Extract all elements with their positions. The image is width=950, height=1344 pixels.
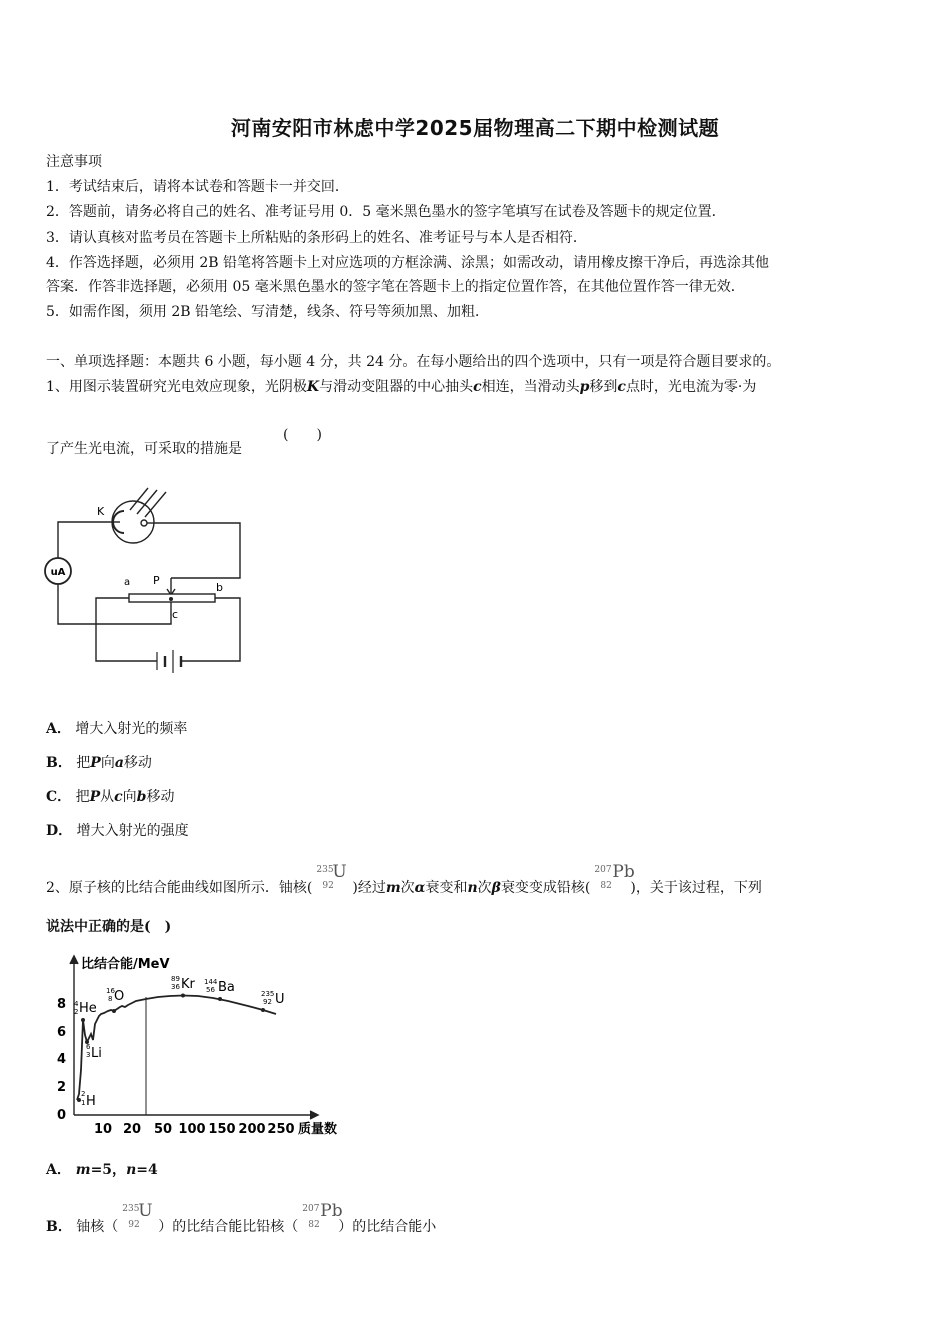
option-text: 移动 [146, 789, 175, 805]
q2-text-a: 2、原子核的比结合能曲线如图所示．铀核( [46, 880, 313, 896]
element-symbol: U [332, 862, 347, 882]
y-tick: 2 [56, 1080, 66, 1095]
q1-option-a[interactable] [46, 719, 187, 739]
photoelectric-circuit-diagram [40, 478, 255, 683]
option-var: c [114, 789, 123, 805]
x-tick: 50 [153, 1122, 173, 1137]
option-letter: A． [46, 721, 71, 737]
mass-number: 235 [261, 990, 275, 998]
option-text: 把 [75, 789, 90, 805]
point-he [81, 1018, 85, 1022]
label-u [261, 990, 285, 1007]
x-tick: 150 [208, 1122, 236, 1137]
option-letter: B． [46, 755, 72, 771]
x-axis-arrow [310, 1111, 318, 1119]
anode [141, 520, 147, 526]
q1-option-c[interactable] [46, 787, 174, 807]
option-text: 把 [76, 755, 91, 771]
element-symbol: Pb [612, 862, 635, 882]
x-tick: 250 [267, 1122, 295, 1137]
mass-number: 2 [81, 1090, 86, 1098]
option-text: 增大入射光的频率 [75, 721, 188, 737]
label-c: c [172, 608, 179, 621]
atomic-number: 1 [81, 1099, 86, 1107]
atomic-number: 56 [206, 986, 215, 994]
q2-var-m: m [385, 880, 401, 896]
element-symbol: He [79, 1001, 97, 1016]
option-var: m [75, 1162, 91, 1178]
q1-text-c: 相连，当滑动头 [481, 379, 580, 395]
mass-number: 235 [122, 1204, 140, 1214]
atomic-number: 82 [600, 881, 612, 891]
point-ba [218, 997, 222, 1001]
option-text: 增大入射光的强度 [76, 823, 189, 839]
option-letter: D． [46, 823, 73, 839]
notice-item-4-cont: 答案．作答非选择题，必须用 05 毫米黑色墨水的签字笔在答题卡上的指定位置作答，在其他位置作答一律无效． [46, 279, 745, 295]
option-var: b [136, 789, 147, 805]
option-text: =5， [90, 1162, 127, 1178]
atomic-number: 92 [263, 998, 272, 1006]
option-var: n [126, 1162, 137, 1178]
option-letter: B． [46, 1219, 72, 1235]
label-ba [204, 978, 235, 995]
point-u [261, 1008, 265, 1012]
element-symbol: U [138, 1201, 153, 1221]
y-axis-arrow [70, 956, 78, 964]
notice-item-4: 4．作答选择题，必须用 2B 铅笔将答题卡上对应选项的方框涂满、涂黑；如需改动，请用橡皮擦干净后，再选涂其他 [46, 255, 769, 271]
atomic-number: 2 [74, 1008, 79, 1016]
x-tick: 100 [178, 1122, 206, 1137]
element-symbol: Ba [218, 980, 235, 995]
uranium-nuclide [312, 862, 352, 898]
q1-var-p: p [579, 379, 590, 395]
chart-xlabel: 质量数 [298, 1122, 338, 1137]
atomic-number: 92 [322, 881, 334, 891]
label-o [106, 987, 124, 1004]
q2-text-e: 次 [477, 880, 492, 896]
x-tick: 200 [238, 1122, 266, 1137]
atomic-number: 92 [128, 1220, 140, 1230]
q2-option-a[interactable] [46, 1160, 158, 1180]
element-symbol: Kr [181, 977, 195, 992]
q2-var-n: n [467, 880, 478, 896]
label-a: a [124, 577, 131, 588]
q1-text-d: 移到 [589, 379, 618, 395]
uranium-nuclide [118, 1201, 158, 1237]
light-ray [145, 492, 166, 517]
q2-stem-line1 [46, 862, 762, 898]
y-tick: 0 [56, 1108, 66, 1123]
notice-item-5: 5．如需作图，须用 2B 铅笔绘、写清楚，线条、符号等须加黑、加粗． [46, 304, 490, 320]
q1-var-k: K [306, 379, 320, 395]
option-text: 铀核（ [76, 1219, 119, 1235]
mass-number: 6 [86, 1043, 91, 1051]
label-k: K [97, 505, 105, 518]
option-text: 移动 [123, 755, 152, 771]
option-text: 向 [122, 789, 137, 805]
q1-text-b: 与滑动变阻器的中心抽头 [319, 379, 474, 395]
option-var: P [89, 789, 101, 805]
mass-number: 4 [74, 1000, 79, 1008]
element-symbol: H [86, 1094, 96, 1109]
label-he [74, 1000, 97, 1016]
q2-text-c: 次 [400, 880, 415, 896]
light-ray [130, 488, 148, 510]
binding-energy-curve [77, 996, 276, 1101]
lead-nuclide [298, 1201, 343, 1237]
mass-number: 207 [594, 865, 612, 875]
label-h [81, 1090, 96, 1109]
q1-stem-line2: 了产生光电流，可采取的措施是 [46, 441, 242, 457]
q1-text-e: 点时，光电流为零·为 [625, 379, 757, 395]
x-tick: 10 [93, 1122, 113, 1137]
mass-number: 235 [316, 865, 334, 875]
option-letter: A． [46, 1162, 71, 1178]
element-symbol: Li [91, 1046, 102, 1061]
label-li [86, 1043, 102, 1061]
center-tap [169, 597, 173, 601]
option-letter: C． [46, 789, 72, 805]
x-tick: 20 [122, 1122, 142, 1137]
option-text: 向 [100, 755, 115, 771]
atomic-number: 82 [308, 1220, 320, 1230]
y-tick: 8 [56, 997, 66, 1012]
notice-item-2: 2．答题前，请务必将自己的姓名、准考证号用 0．5 毫米黑色墨水的签字笔填写在试卷及答题卡的规定位置． [46, 204, 726, 220]
chart-ylabel: 比结合能/MeV [81, 957, 170, 972]
notice-heading: 注意事项 [46, 154, 102, 170]
q2-stem-line2: 说法中正确的是( ) [46, 919, 172, 935]
q2-beta: β [491, 880, 501, 896]
label-b: b [216, 581, 223, 594]
q2-text-b: )经过 [352, 880, 386, 896]
q1-var-c: c [473, 379, 482, 395]
y-tick: 4 [56, 1052, 66, 1067]
option-text: =4 [136, 1162, 158, 1178]
q1-option-b[interactable] [46, 753, 152, 773]
section-heading: 一、单项选择题：本题共 6 小题，每小题 4 分，共 24 分。在每小题给出的四个选项中，只有一项是符合题目要求的。 [46, 354, 781, 370]
element-symbol: O [114, 989, 125, 1004]
q1-text-a: 1、用图示装置研究光电效应现象，光阴极 [46, 379, 307, 395]
binding-energy-chart [48, 950, 353, 1140]
option-text: ）的比结合能比铅核（ [158, 1219, 299, 1235]
q1-answer-paren: ( ) [283, 427, 322, 443]
ammeter-label: uA [50, 567, 66, 578]
point-kr [181, 994, 185, 998]
q1-option-d[interactable] [46, 821, 189, 841]
q2-alpha: α [414, 880, 426, 896]
point-o [112, 1009, 116, 1013]
option-var: a [114, 755, 124, 771]
label-kr [171, 975, 196, 992]
element-symbol: Pb [320, 1201, 343, 1221]
option-text: ）的比结合能小 [338, 1219, 437, 1235]
mass-number: 89 [171, 975, 180, 983]
notice-item-1: 1．考试结束后，请将本试卷和答题卡一并交回． [46, 179, 349, 195]
q2-text-d: 衰变和 [425, 880, 468, 896]
option-var: P [90, 755, 101, 771]
q2-text-g: )，关于该过程，下列 [630, 880, 762, 896]
mass-number: 144 [204, 978, 218, 986]
mass-number: 207 [302, 1204, 320, 1214]
atomic-number: 8 [108, 995, 113, 1003]
q1-var-c2: c [617, 379, 626, 395]
element-symbol: U [275, 992, 285, 1007]
page-title: 河南安阳市林虑中学2025届物理高二下期中检测试题 [230, 116, 720, 140]
atomic-number: 36 [171, 983, 180, 991]
q2-option-b[interactable] [46, 1201, 437, 1237]
mass-number: 16 [106, 987, 115, 995]
q1-stem-line1 [46, 377, 756, 397]
lead-nuclide [590, 862, 635, 898]
notice-item-3: 3．请认真核对监考员在答题卡上所粘贴的条形码上的姓名、准考证号与本人是否相符． [46, 230, 587, 246]
y-tick: 6 [56, 1025, 66, 1040]
option-text: 从 [100, 789, 115, 805]
label-p: P [153, 574, 160, 587]
q2-text-f: 衰变变成铅核( [500, 880, 591, 896]
atomic-number: 3 [86, 1051, 91, 1059]
